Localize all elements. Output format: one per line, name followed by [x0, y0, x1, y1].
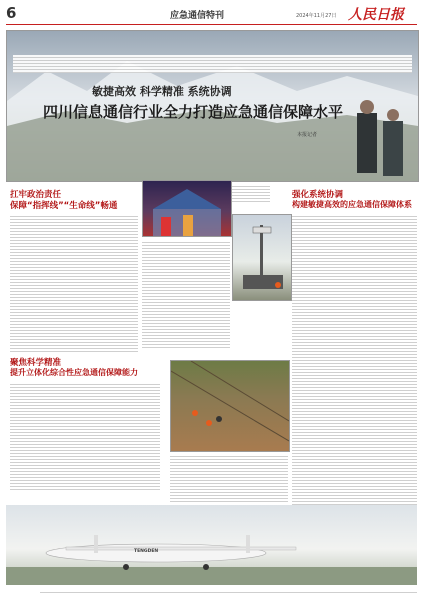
- flood-rescue-photo: [170, 360, 290, 452]
- section3-title-2: 提升立体化综合性应急通信保障能力: [10, 368, 138, 377]
- section-title: 应急通信特刊: [170, 11, 225, 21]
- section1-title-1: 扛牢政治责任: [10, 190, 62, 200]
- header-rule: [6, 24, 417, 25]
- hero-photo: [6, 30, 419, 182]
- headline: 四川信息通信行业全力打造应急通信保障水平: [43, 103, 344, 121]
- footer-line: [40, 590, 417, 594]
- photo-caption-1: [232, 184, 270, 204]
- comm-tower-photo: [232, 214, 292, 301]
- section3-title-1: 聚焦科学精准: [10, 358, 62, 368]
- header-date: 2024年11月27日: [296, 13, 337, 19]
- byline: 本报记者: [297, 132, 318, 138]
- section1-body: [10, 214, 138, 352]
- section2-title-1: 强化系统协调: [292, 190, 344, 200]
- section3-body: [10, 382, 160, 492]
- center-lower-body: [170, 454, 288, 504]
- section2-body: [292, 214, 417, 514]
- kicker: 敏捷高效 科学精准 系统协调: [92, 85, 232, 98]
- section2-title-2: 构建敏捷高效的应急通信保障体系: [292, 200, 412, 209]
- emergency-tent-photo: [142, 180, 232, 237]
- masthead-logo: 人民日报: [348, 7, 404, 23]
- center-body: [142, 240, 230, 350]
- page-number: 6: [6, 4, 17, 22]
- staff-photo: [339, 91, 414, 181]
- section1-title-2: 保障“指挥线”“生命线”畅通: [10, 201, 118, 211]
- drone-photo: [6, 505, 417, 585]
- intro-paragraph: [13, 55, 412, 73]
- page-header: [0, 0, 423, 26]
- drone-brand: TENGDEN: [134, 549, 159, 554]
